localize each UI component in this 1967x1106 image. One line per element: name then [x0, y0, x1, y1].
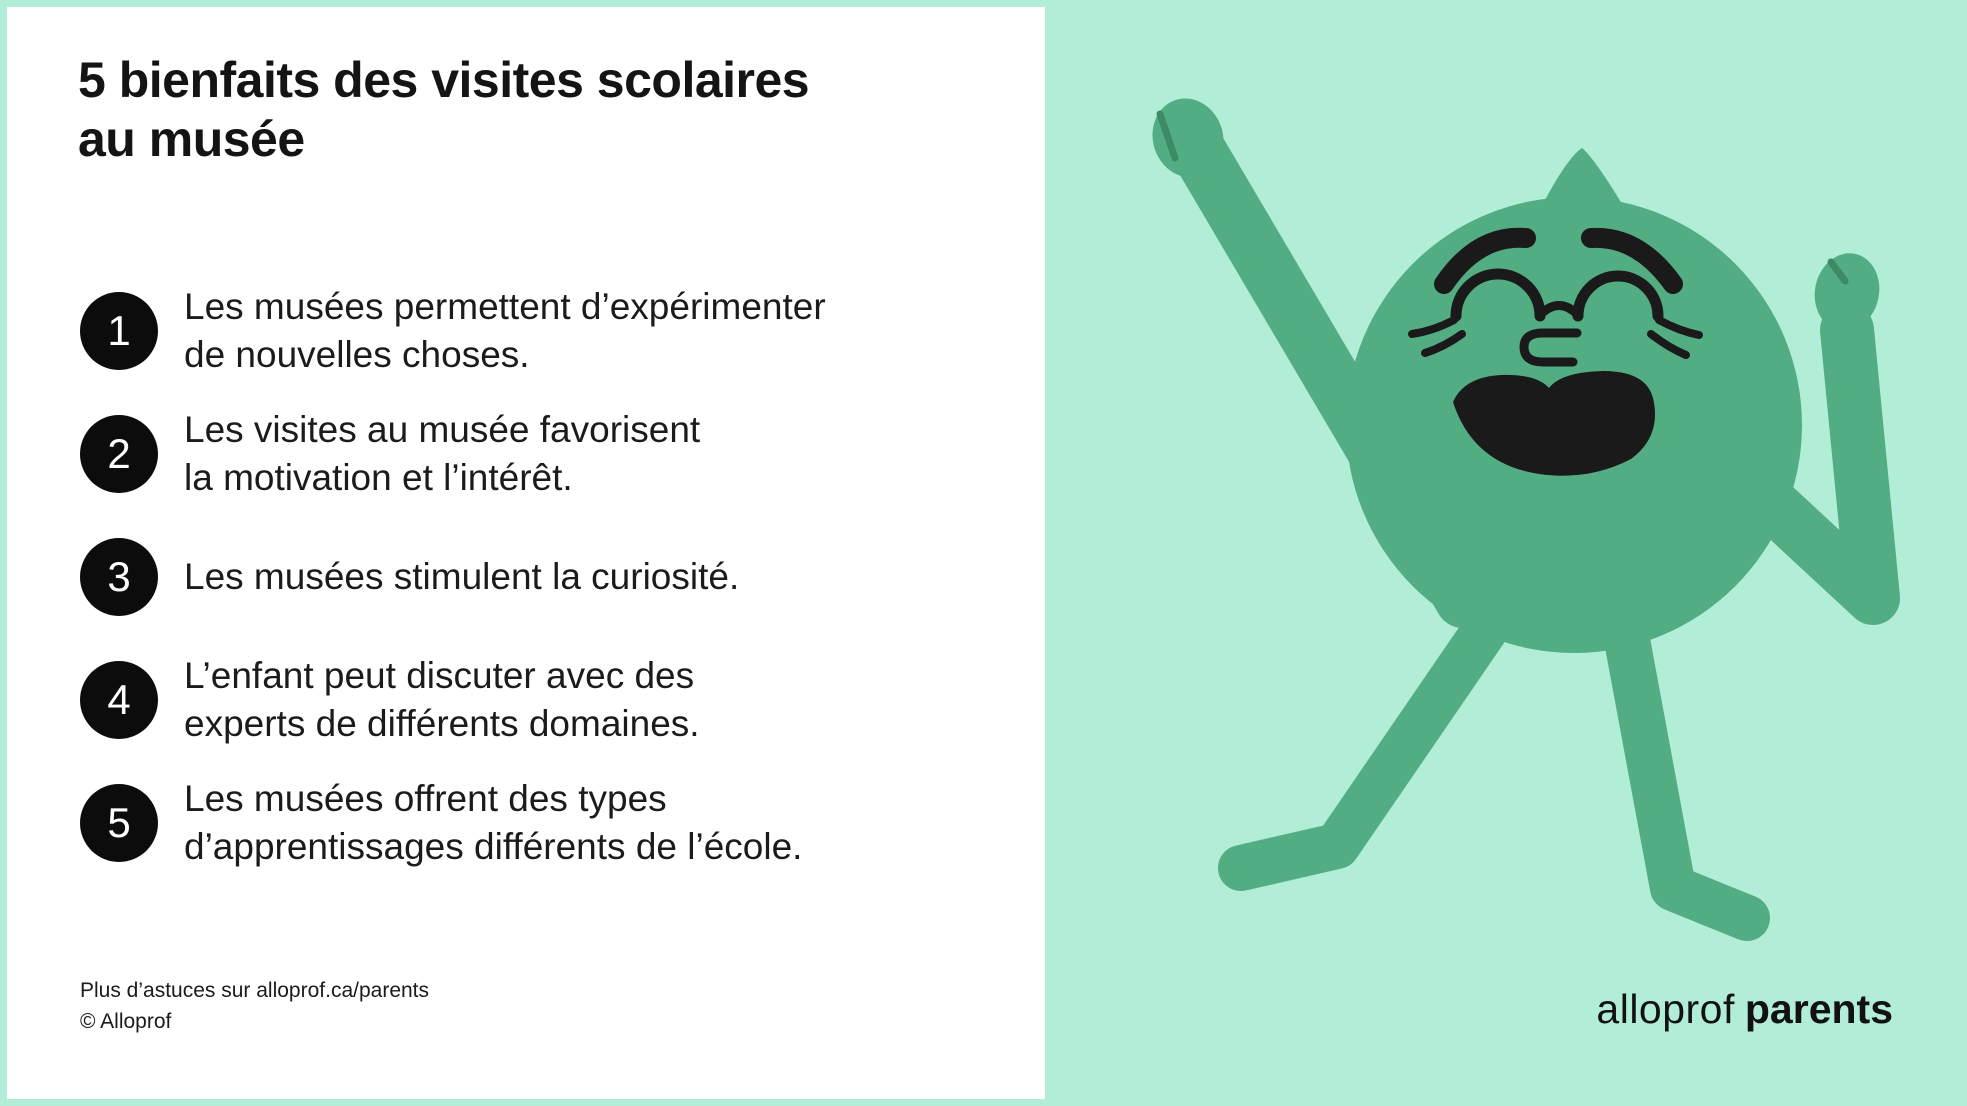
item-text: [184, 652, 700, 748]
page-title: [78, 51, 809, 169]
logo-alloprof-text: alloprof: [1596, 986, 1735, 1032]
item-text-line: Les musées permettent d’expérimenter: [184, 286, 826, 327]
item-text: [184, 283, 826, 379]
item-text-line: Les visites au musée favorisent: [184, 409, 701, 450]
mascot-right-hand: [1808, 247, 1887, 337]
benefits-list: [80, 283, 826, 898]
item-number-badge: [80, 784, 158, 862]
item-number-badge: [80, 661, 158, 739]
item-number: 4: [107, 676, 131, 723]
logo-parents-text: parents: [1744, 986, 1893, 1032]
footer-url-text: Plus d’astuces sur alloprof.ca/parents: [80, 979, 430, 1002]
item-text: [184, 553, 739, 601]
alloprof-parents-logo: [1596, 986, 1893, 1033]
item-number: 2: [107, 430, 131, 477]
item-text-line: de nouvelles choses.: [184, 334, 530, 375]
item-text-line: Les musées stimulent la curiosité.: [184, 556, 740, 597]
footer-copyright: © Alloprof: [80, 1010, 172, 1033]
benefit-item-2: [80, 406, 826, 502]
item-number: 1: [107, 307, 131, 354]
item-text-line: d’apprentissages différents de l’école.: [184, 826, 803, 867]
item-number-badge: [80, 538, 158, 616]
item-text: [184, 775, 802, 871]
mascot-right-leg: [1627, 640, 1747, 918]
benefit-item-3: [80, 529, 826, 625]
item-text-line: Les musées offrent des types: [184, 778, 667, 819]
mascot-illustration: [1045, 0, 1967, 1106]
item-number-badge: [80, 415, 158, 493]
content-panel: [7, 7, 1045, 1099]
item-number: 5: [107, 799, 131, 846]
item-number-badge: [80, 292, 158, 370]
item-text-line: experts de différents domaines.: [184, 703, 700, 744]
item-text-line: la motivation et l’intérêt.: [184, 457, 573, 498]
footer-note: [80, 975, 429, 1037]
benefit-item-1: [80, 283, 826, 379]
mascot-left-leg: [1241, 630, 1485, 868]
benefit-item-4: [80, 652, 826, 748]
item-text: [184, 406, 700, 502]
item-number: 3: [107, 553, 131, 600]
title-line-1: 5 bienfaits des visites scolaires: [78, 52, 810, 108]
benefit-item-5: [80, 775, 826, 871]
title-line-2: au musée: [78, 111, 305, 167]
item-text-line: L’enfant peut discuter avec des: [184, 655, 695, 696]
